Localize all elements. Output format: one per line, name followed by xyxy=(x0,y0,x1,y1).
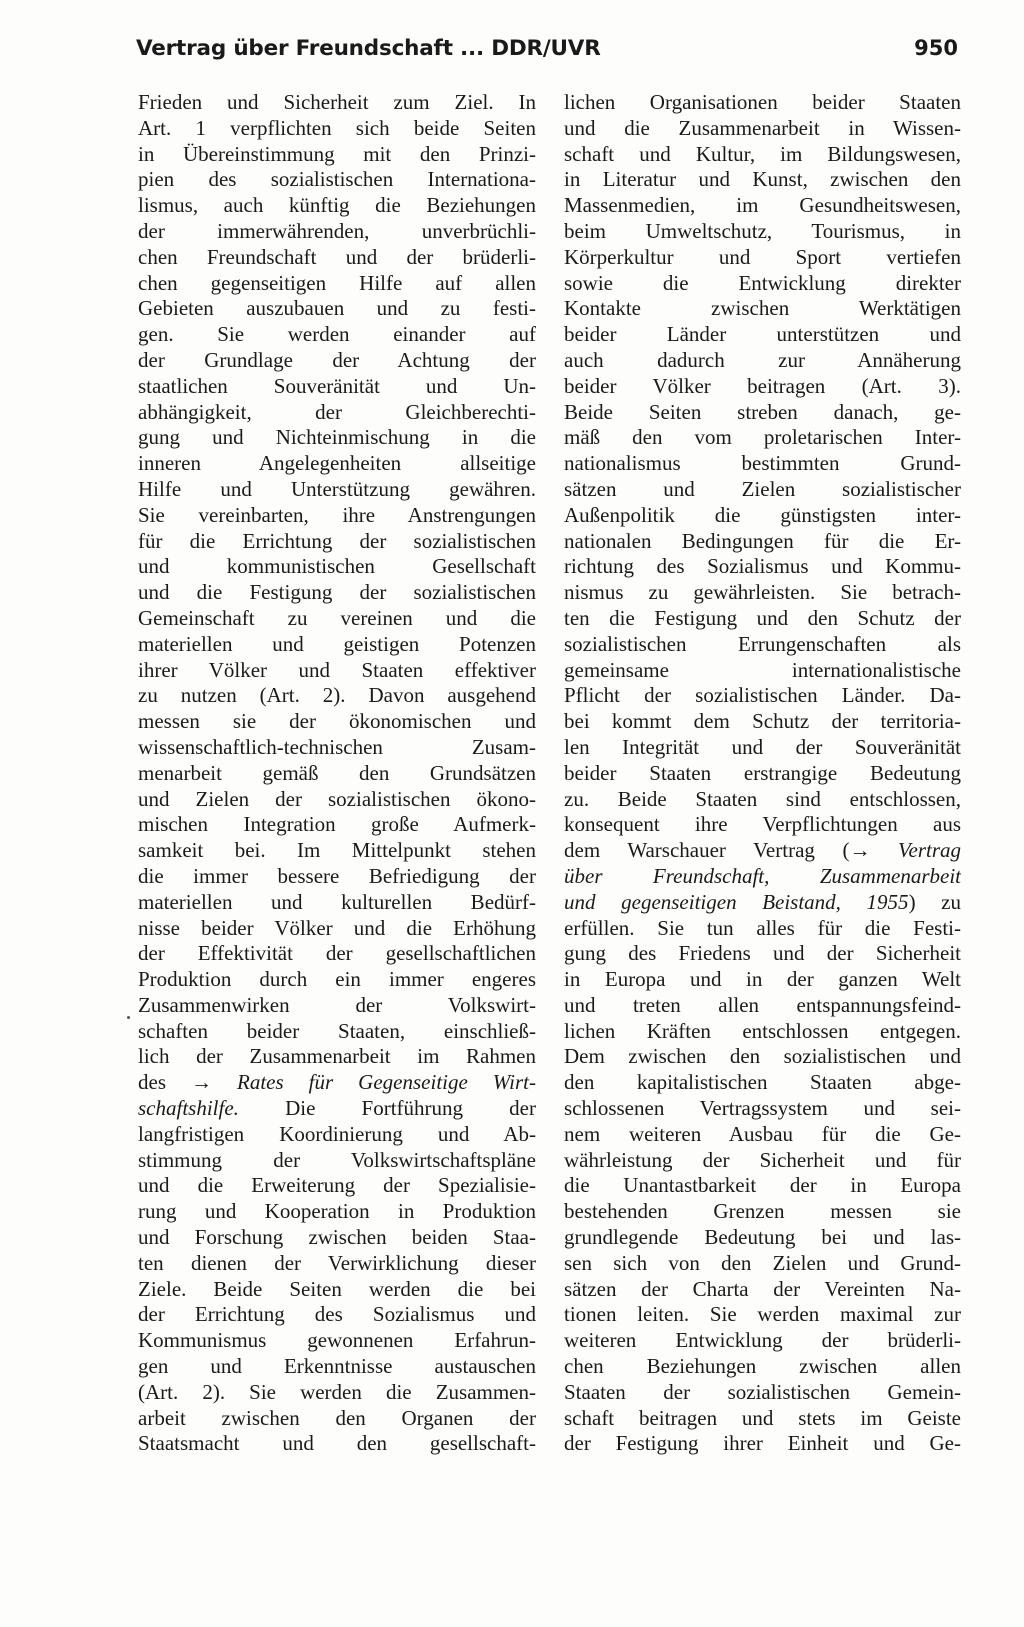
text-line: und die Erweiterung der Spezialisie- xyxy=(138,1173,536,1198)
text-line: beider Staaten erstrangige Bedeutung xyxy=(564,760,961,785)
text-line: tionen leiten. Sie werden maximal zur xyxy=(564,1302,961,1327)
right-column xyxy=(564,90,961,1457)
text-line: chen gegenseitigen Hilfe auf allen xyxy=(138,270,536,295)
text-line: Art. 1 verpflichten sich beide Seiten xyxy=(138,115,536,140)
page-header xyxy=(136,36,958,76)
text-line: beider Länder unterstützen und xyxy=(564,322,961,347)
text-line: Gemeinschaft zu vereinen und die xyxy=(138,605,536,630)
text-line: nationalismus bestimmten Grund- xyxy=(564,451,961,476)
cross-reference: und gegenseitigen Beistand, 1955 xyxy=(564,889,909,914)
text-line: chen Beziehungen zwischen allen xyxy=(564,1354,961,1379)
text-line: wissenschaftlich-technischen Zusam- xyxy=(138,734,536,759)
text-line: sen sich von den Zielen und Grund- xyxy=(564,1250,961,1275)
running-head: Vertrag über Freundschaft ... DDR/UVR xyxy=(136,36,601,61)
text-line: lismus, auch künftig die Beziehungen xyxy=(138,193,536,218)
text-line: mischen Integration große Aufmerk- xyxy=(138,812,536,837)
text-line: sätzen der Charta der Vereinten Na- xyxy=(564,1276,961,1301)
text-line: richtung des Sozialismus und Kommu- xyxy=(564,554,961,579)
text-line: sozialistischen Errungenschaften als xyxy=(564,631,961,656)
text-line: währleistung der Sicherheit und für xyxy=(564,1147,961,1172)
text-line: pien des sozialistischen Internationa- xyxy=(138,167,536,192)
text-line: langfristigen Koordinierung und Ab- xyxy=(138,1121,536,1146)
text-line: gung des Friedens und der Sicherheit xyxy=(564,941,961,966)
text-line: zu nutzen (Art. 2). Davon ausgehend xyxy=(138,683,536,708)
text-line xyxy=(138,1096,536,1122)
cross-reference: → Rates für Gegenseitige Wirt- xyxy=(191,1070,536,1095)
cross-reference: über Freundschaft, Zusammenarbeit xyxy=(564,863,961,888)
text-line: schaft beitragen und stets im Geiste xyxy=(564,1405,961,1430)
text-line: beim Umweltschutz, Tourismus, in xyxy=(564,218,961,243)
text-line: Hilfe und Unterstützung gewähren. xyxy=(138,476,536,501)
text-line: erfüllen. Sie tun alles für die Festi- xyxy=(564,915,961,940)
text-line: ten die Festigung und den Schutz der xyxy=(564,605,961,630)
text-line: der immerwährenden, unverbrüchli- xyxy=(138,218,536,243)
text-line: Außenpolitik die günstigsten inter- xyxy=(564,502,961,527)
text-line: und Zielen der sozialistischen ökono- xyxy=(138,786,536,811)
text-line: nismus zu gewährleisten. Sie betrach- xyxy=(564,580,961,605)
text-line: lich der Zusammenarbeit im Rahmen xyxy=(138,1044,536,1069)
text-line: Dem zwischen den sozialistischen und xyxy=(564,1044,961,1069)
text-line xyxy=(564,838,961,864)
text-line: in Übereinstimmung mit den Prinzi- xyxy=(138,141,536,166)
text-line: sowie die Entwicklung direkter xyxy=(564,270,961,295)
text-line: Frieden und Sicherheit zum Ziel. In xyxy=(138,90,536,114)
text-line: grundlegende Bedeutung bei und las- xyxy=(564,1225,961,1250)
text-line: schaft und Kultur, im Bildungswesen, xyxy=(564,141,961,166)
text-line: bestehenden Grenzen messen sie xyxy=(564,1199,961,1224)
text-line xyxy=(564,890,961,916)
margin-mark xyxy=(127,1016,130,1019)
text-line: ihrer Völker und Staaten effektiver xyxy=(138,657,536,682)
text-line: (Art. 2). Sie werden die Zusammen- xyxy=(138,1379,536,1404)
text-line: Körperkultur und Sport vertiefen xyxy=(564,244,961,269)
text-line: Ziele. Beide Seiten werden die bei xyxy=(138,1276,536,1301)
line-text: des xyxy=(138,1070,191,1095)
text-line: schlossenen Vertragssystem und sei- xyxy=(564,1096,961,1121)
text-line: nem weiteren Ausbau für die Ge- xyxy=(564,1121,961,1146)
text-line: Beide Seiten streben danach, ge- xyxy=(564,399,961,424)
text-line: bei kommt dem Schutz der territoria- xyxy=(564,709,961,734)
text-line: Sie vereinbarten, ihre Anstrengungen xyxy=(138,502,536,527)
line-text: Die Fortführung der xyxy=(238,1096,536,1121)
text-line: gemeinsame internationalistische xyxy=(564,657,961,682)
text-line: und die Zusammenarbeit in Wissen- xyxy=(564,115,961,140)
text-line: der Effektivität der gesellschaftlichen xyxy=(138,941,536,966)
left-column xyxy=(138,90,536,1457)
text-line: rung und Kooperation in Produktion xyxy=(138,1199,536,1224)
page-number: 950 xyxy=(914,36,958,60)
text-line: in Europa und in der ganzen Welt xyxy=(564,967,961,992)
text-line: und treten allen entspannungsfeind- xyxy=(564,992,961,1017)
text-line: Massenmedien, im Gesundheitswesen, xyxy=(564,193,961,218)
text-line: menarbeit gemäß den Grundsätzen xyxy=(138,760,536,785)
text-line: Kommunismus gewonnenen Erfahrun- xyxy=(138,1328,536,1353)
text-line: Produktion durch ein immer engeres xyxy=(138,967,536,992)
text-line: gen und Erkenntnisse austauschen xyxy=(138,1354,536,1379)
text-line: lichen Organisationen beider Staaten xyxy=(564,90,961,114)
text-line: lichen Kräften entschlossen entgegen. xyxy=(564,1018,961,1043)
text-line: zu. Beide Staaten sind entschlossen, xyxy=(564,786,961,811)
text-line: messen sie der ökonomischen und xyxy=(138,709,536,734)
text-line: gen. Sie werden einander auf xyxy=(138,322,536,347)
text-line: Zusammenwirken der Volkswirt- xyxy=(138,992,536,1017)
text-line: der Festigung ihrer Einheit und Ge- xyxy=(564,1431,961,1456)
text-line: konsequent ihre Verpflichtungen aus xyxy=(564,812,961,837)
text-line: len Integrität und der Souveränität xyxy=(564,734,961,759)
text-line: chen Freundschaft und der brüderli- xyxy=(138,244,536,269)
text-line: samkeit bei. Im Mittelpunkt stehen xyxy=(138,838,536,863)
text-line: abhängigkeit, der Gleichberechti- xyxy=(138,399,536,424)
text-line: den kapitalistischen Staaten abge- xyxy=(564,1070,961,1095)
text-line: materiellen und geistigen Potenzen xyxy=(138,631,536,656)
text-line: sätzen und Zielen sozialistischer xyxy=(564,476,961,501)
text-line: weiteren Entwicklung der brüderli- xyxy=(564,1328,961,1353)
text-line: Staaten der sozialistischen Gemein- xyxy=(564,1379,961,1404)
text-line: arbeit zwischen den Organen der xyxy=(138,1405,536,1430)
text-line: inneren Angelegenheiten allseitige xyxy=(138,451,536,476)
text-line: nisse beider Völker und die Erhöhung xyxy=(138,915,536,940)
text-line xyxy=(138,1070,536,1096)
text-line: mäß den vom proletarischen Inter- xyxy=(564,425,961,450)
text-line: in Literatur und Kunst, zwischen den xyxy=(564,167,961,192)
text-line: ten dienen der Verwirklichung dieser xyxy=(138,1250,536,1275)
text-line: und die Festigung der sozialistischen xyxy=(138,580,536,605)
text-line: der Errichtung des Sozialismus und xyxy=(138,1302,536,1327)
text-line: staatlichen Souveränität und Un- xyxy=(138,373,536,398)
text-line: und kommunistischen Gesellschaft xyxy=(138,554,536,579)
text-line: die Unantastbarkeit der in Europa xyxy=(564,1173,961,1198)
text-line: stimmung der Volkswirtschaftspläne xyxy=(138,1147,536,1172)
text-line: materiellen und kulturellen Bedürf- xyxy=(138,889,536,914)
text-line: der Grundlage der Achtung der xyxy=(138,347,536,372)
text-line: Gebieten auszubauen und zu festi- xyxy=(138,296,536,321)
text-line: schaften beider Staaten, einschließ- xyxy=(138,1018,536,1043)
text-line: gung und Nichteinmischung in die xyxy=(138,425,536,450)
text-line: auch dadurch zur Annäherung xyxy=(564,347,961,372)
cross-reference: → Vertrag xyxy=(849,838,961,863)
text-line: Staatsmacht und den gesellschaft- xyxy=(138,1431,536,1456)
text-line: nationalen Bedingungen für die Er- xyxy=(564,528,961,553)
text-line: Pflicht der sozialistischen Länder. Da- xyxy=(564,683,961,708)
line-text: dem Warschauer Vertrag ( xyxy=(564,838,850,863)
text-line: Kontakte zwischen Werktätigen xyxy=(564,296,961,321)
cross-reference: schaftshilfe. xyxy=(138,1096,239,1121)
text-line: für die Errichtung der sozialistischen xyxy=(138,528,536,553)
text-line: beider Völker beitragen (Art. 3). xyxy=(564,373,961,398)
text-line: und Forschung zwischen beiden Staa- xyxy=(138,1225,536,1250)
text-line xyxy=(564,864,961,890)
text-line: die immer bessere Befriedigung der xyxy=(138,863,536,888)
line-text: ) zu xyxy=(908,889,961,914)
